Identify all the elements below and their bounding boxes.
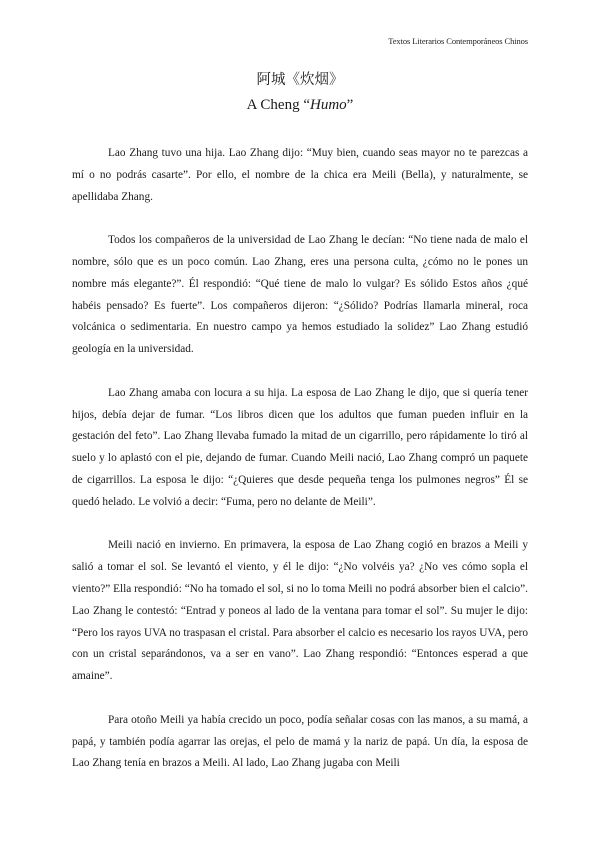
spanish-title	[0, 95, 600, 115]
paragraph-2: Todos los compañeros de la universidad de Lao Zhang le decían: “No tiene nada de malo el nombre, sólo que es un poco común. Lao Zhang, eres una persona culta, ¿cómo no le pones un nombre más elegante?”. Él respondió: “Qué tiene de malo lo vulgar? Es sólido Estos años ¿qué habéis pensado? Es fuerte”. Los compañeros dijeron: “¿Sólido? Podrías llamarla mineral, roca volcánica o sedimentaria. En nuestro campo ya hemos estudiado la solidez” Lao Zhang estudió geología en la universidad.	[72, 234, 528, 356]
title-prefix: A Cheng “	[246, 97, 310, 113]
paragraph-5: Para otoño Meili ya había crecido un poco, podía señalar cosas con las manos, a su mamá, a papá, y también podía agarrar las orejas, el pelo de mamá y la nariz de papá. Un día, la esposa de Lao Zhang tenía en brazos a Meili. Al lado, Lao Zhang jugaba con Meili	[72, 713, 528, 770]
title-work: Humo	[309, 97, 347, 113]
paragraph-4: Meili nació en invierno. En primavera, la esposa de Lao Zhang cogió en brazos a Meili y salió a tomar el sol. Se levantó el viento, y él le dijo: “¿No volvéis ya? ¿No ves cómo sopla el viento?” Ella respondió: “No ha tomado el sol, si no lo toma Meili no podrá absorber bien el calcio”. Lao Zhang le contestó: “Entrad y poneos al lado de la ventana para tomar el sol”. Su mujer le dijo: “Pero los rayos UVA no traspasan el cristal. Para absorber el calcio es necesario los rayos UVA, pero con un cristal separándonos, va a ser en vano”. Lao Zhang respondió: “Entonces esperad a que amaine”.	[72, 539, 528, 683]
paragraph-1: Lao Zhang tuvo una hija. Lao Zhang dijo: “Muy bien, cuando seas mayor no te parezcas a mí o no podrás casarte”. Por ello, el nombre de la chica era Meili (Bella), y naturalmente, se apellidaba Zhang.	[72, 147, 528, 203]
body-text	[72, 143, 528, 797]
chinese-title: 阿城《炊烟》	[256, 72, 344, 88]
title-block	[0, 70, 600, 115]
title-suffix: ”	[346, 97, 354, 113]
paragraph-3: Lao Zhang amaba con locura a su hija. La esposa de Lao Zhang le dijo, que si quería tener hijos, debía dejar de fumar. “Los libros dicen que los adultos que fuman pueden influir en la gestación del feto”. Lao Zhang llevaba fumado la mitad de un cigarrillo, pero rápidamente lo tiró al suelo y lo aplastó con el pie, dejando de fumar. Cuando Meili nació, Lao Zhang compró un paquete de cigarrillos. La esposa le dijo: “¿Quieres que desde pequeña tenga los pulmones negros” Él se quedó helado. Le volvió a decir: “Fuma, pero no delante de Meili”.	[72, 386, 528, 508]
running-header: Textos Literarios Contemporáneos Chinos	[388, 36, 528, 46]
